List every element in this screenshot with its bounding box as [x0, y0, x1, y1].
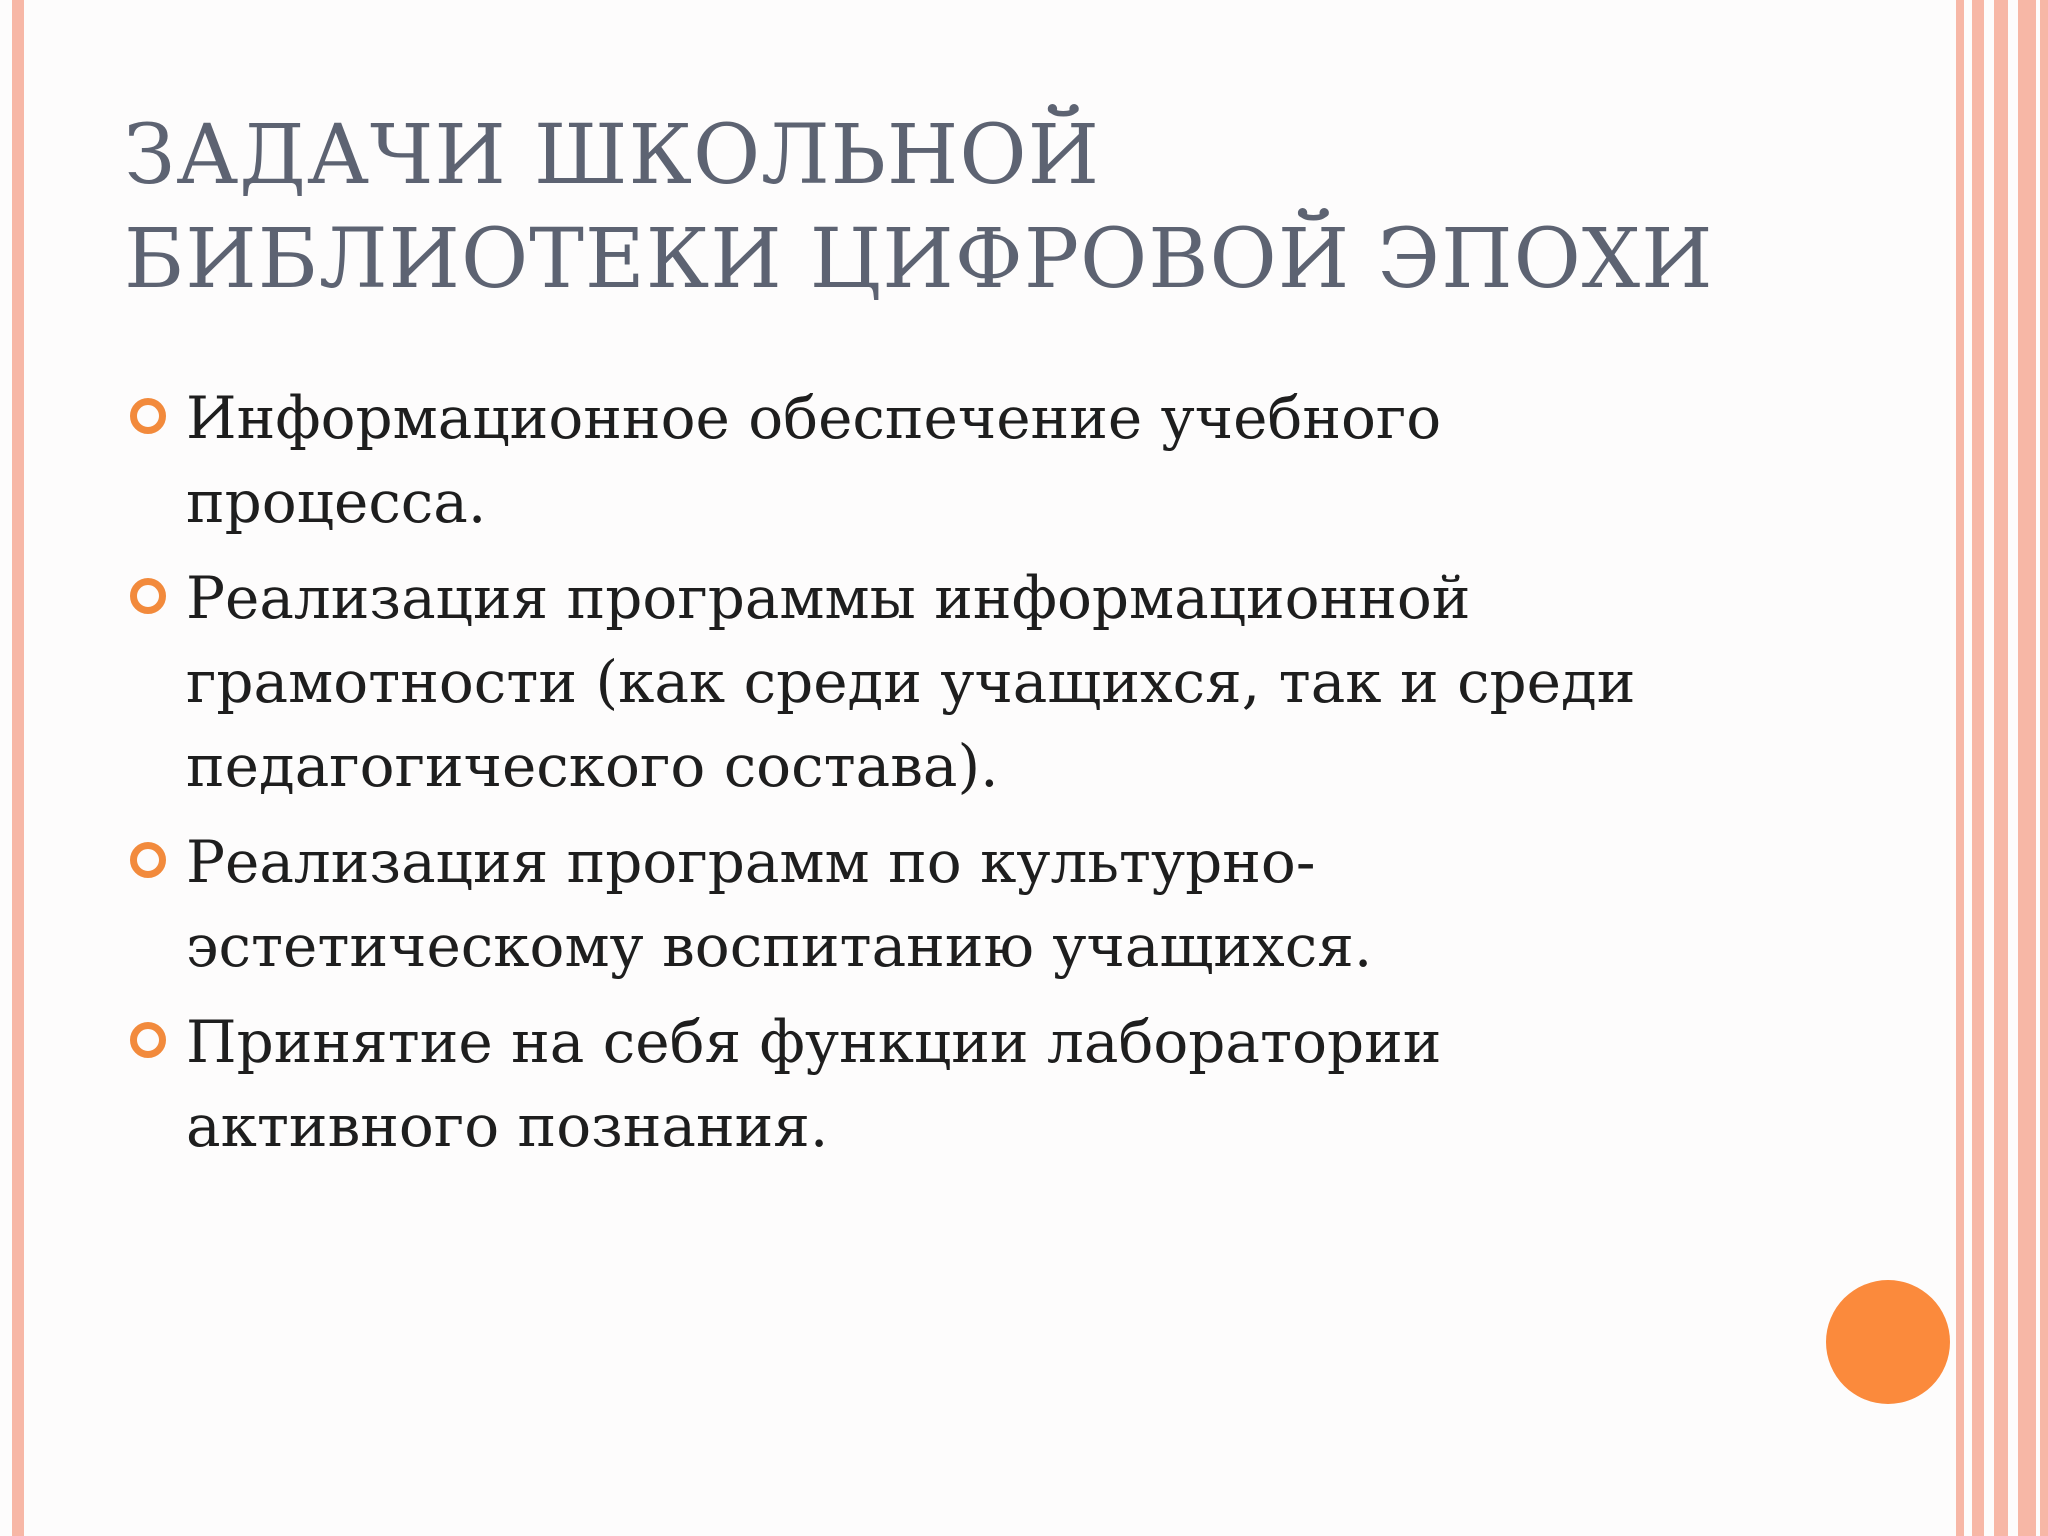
bullet-item — [130, 1000, 1730, 1168]
bullet-item — [130, 820, 1730, 988]
bullet-line: педагогического состава). — [186, 732, 999, 800]
right-decorative-stripe — [1994, 0, 2008, 1536]
bullet-list — [130, 376, 1730, 1180]
bullet-text — [186, 376, 1730, 544]
right-decorative-stripe — [2040, 0, 2048, 1536]
hollow-circle-icon — [130, 842, 166, 878]
bullet-text — [186, 820, 1730, 988]
right-decorative-stripe — [1956, 0, 1964, 1536]
right-decorative-stripe — [2018, 0, 2036, 1536]
bullet-line: Реализация программы информационной — [186, 564, 1471, 632]
left-decorative-stripe — [12, 0, 24, 1536]
hollow-circle-icon — [130, 578, 166, 614]
bullet-line: активного познания. — [186, 1092, 829, 1160]
bullet-text — [186, 1000, 1730, 1168]
bullet-item — [130, 556, 1730, 808]
hollow-circle-icon — [130, 398, 166, 434]
slide-title — [124, 104, 1824, 312]
bullet-line: грамотности (как среди учащихся, так и среди — [186, 648, 1636, 716]
right-decorative-stripe — [1972, 0, 1984, 1536]
slide-title-line: ЗАДАЧИ ШКОЛЬНОЙ — [124, 108, 1101, 203]
bullet-text — [186, 556, 1730, 808]
bullet-line: Принятие на себя функции лаборатории — [186, 1008, 1442, 1076]
bullet-line: Информационное обеспечение учебного — [186, 384, 1442, 452]
hollow-circle-icon — [130, 1022, 166, 1058]
decorative-circle — [1826, 1280, 1950, 1404]
slide-title-line: БИБЛИОТЕКИ ЦИФРОВОЙ ЭПОХИ — [124, 212, 1714, 307]
bullet-line: Реализация программ по культурно- — [186, 828, 1316, 896]
bullet-item — [130, 376, 1730, 544]
bullet-line: эстетическому воспитанию учащихся. — [186, 912, 1373, 980]
bullet-line: процесса. — [186, 468, 487, 536]
